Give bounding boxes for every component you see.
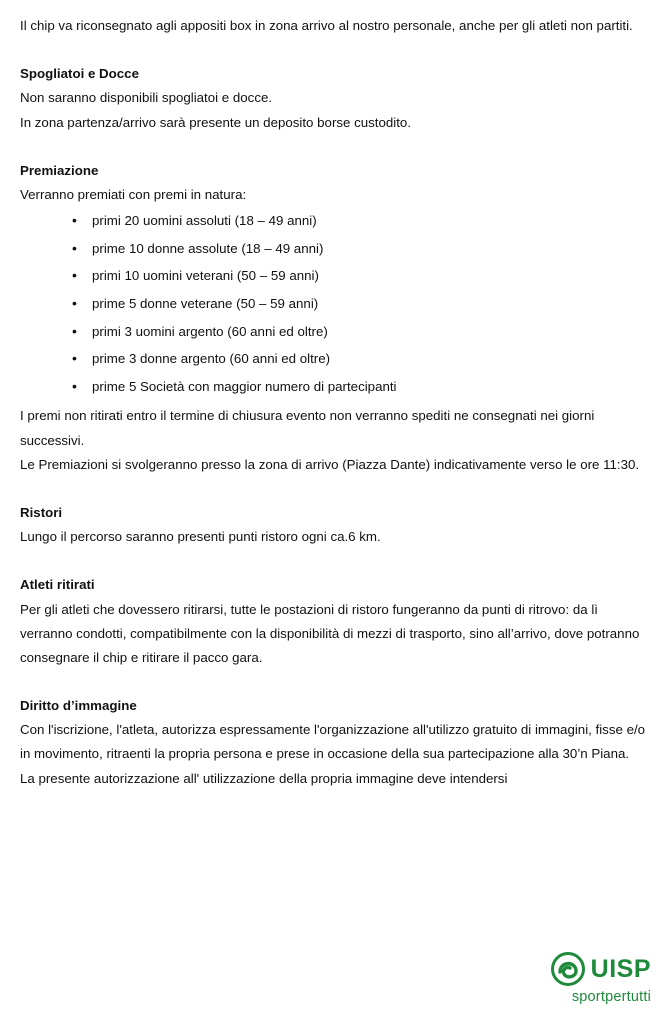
section-paragraph: Non saranno disponibili spogliatoi e docce. [20, 90, 273, 106]
list-item: • prime 5 donne veterane (50 – 59 anni) [20, 294, 647, 315]
logo-tagline: sportpertutti [571, 989, 651, 1005]
spacer [20, 38, 647, 62]
spacer [20, 670, 647, 694]
logo-row [521, 952, 651, 986]
spacer [20, 135, 647, 159]
uisp-swirl-icon [551, 952, 585, 986]
intro-paragraph: Il chip va riconsegnato agli appositi box in zona arrivo al nostro personale, anche per gli atleti non partiti. [20, 18, 633, 33]
section-paragraph: Per gli atleti che dovessero ritirarsi, tutte le postazioni di ristoro fungeranno da punti di ritrovo: da lì verranno condotti, compatibilmente con la disponibilità di mezzi di trasporto, sino all’arrivo, dove potranno consegnare il chip e ritirare il pacco gara. [20, 601, 640, 665]
spacer [20, 477, 647, 501]
uisp-logo [521, 952, 651, 1008]
section-heading-ristori: Ristori [20, 504, 63, 520]
section-heading-diritto-immagine: Diritto d’immagine [20, 698, 137, 714]
section-paragraph: In zona partenza/arrivo sarà presente un deposito borse custodito. [20, 114, 412, 130]
list-item: • primi 10 uomini veterani (50 – 59 anni) [20, 266, 647, 287]
list-item: • primi 20 uomini assoluti (18 – 49 anni) [20, 211, 647, 232]
section-paragraph: Lungo il percorso saranno presenti punti ristoro ogni ca.6 km. [20, 529, 381, 545]
section-heading-premiazione: Premiazione [20, 162, 99, 178]
list-item: • primi 3 uomini argento (60 anni ed oltre) [20, 322, 647, 343]
section-heading-atleti-ritirati: Atleti ritirati [20, 577, 95, 593]
logo-wordmark: UISP [590, 954, 651, 983]
section-lead: Verranno premiati con premi in natura: [20, 186, 247, 202]
list-item: • prime 3 donne argento (60 anni ed oltre) [20, 349, 647, 370]
list-item: • prime 10 donne assolute (18 – 49 anni) [20, 239, 647, 260]
section-heading-spogliatoi: Spogliatoi e Docce [20, 66, 139, 82]
section-paragraph: Con l'iscrizione, l'atleta, autorizza espressamente l'organizzazione all'utilizzo gratuito di immagini, fisse e/o in movimento, ritraenti la propria persona e prese in occasione della sua partecipazione alla 30’n Piana. La presente autorizzazione all' utilizzazione della propria immagine deve intendersi [20, 722, 646, 786]
spacer [20, 549, 647, 573]
list-item: • prime 5 Società con maggior numero di partecipanti [20, 377, 647, 398]
section-paragraph: I premi non ritirati entro il termine di chiusura evento non verranno spediti ne consegnati nei giorni successivi. [20, 408, 595, 448]
section-paragraph: Le Premiazioni si svolgeranno presso la zona di arrivo (Piazza Dante) indicativamente verso le ore 11:30. [20, 456, 640, 472]
premiazione-list [20, 211, 647, 397]
